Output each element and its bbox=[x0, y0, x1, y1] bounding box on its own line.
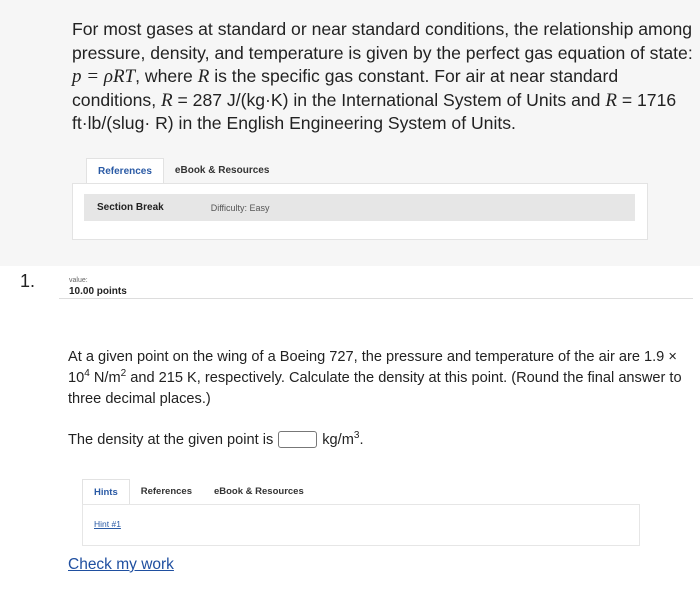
intro-part: is the specific gas constant. For air at near standard conditions, bbox=[72, 66, 619, 110]
tab-ebook-bottom[interactable]: eBook & Resources bbox=[213, 486, 304, 497]
value-points: 10.00 points bbox=[69, 286, 127, 297]
difficulty-label: Difficulty: Easy bbox=[210, 202, 270, 213]
question-part: and 215 K, respectively. Calculate the density at this point. (Round the final answer to three decimal places.) bbox=[68, 370, 682, 407]
gas-equation: p = ρRT bbox=[72, 66, 136, 87]
section-break-bar bbox=[84, 194, 635, 221]
question-part: N/m bbox=[89, 370, 121, 386]
section-title: Section Break bbox=[97, 202, 164, 213]
unit-suffix: . bbox=[359, 431, 364, 448]
unit-exponent: 3 bbox=[353, 429, 360, 441]
intro-text bbox=[72, 18, 696, 136]
tab-references-bottom[interactable]: References bbox=[140, 486, 192, 497]
exponent: 4 bbox=[84, 368, 90, 379]
intro-part: = 287 J/(kg·K) in the International System of Units and bbox=[172, 89, 606, 110]
value-label: value: bbox=[69, 277, 88, 284]
unit-text: kg/m bbox=[322, 431, 354, 448]
intro-part: For most gases at standard or near standard conditions, the relationship among pressure, density, and temperature is given by the perfect gas equation of state: bbox=[72, 19, 693, 63]
check-my-work-link[interactable]: Check my work bbox=[68, 556, 174, 573]
intro-part: , where bbox=[135, 66, 198, 86]
gas-constant-symbol: R bbox=[605, 89, 617, 111]
question-part: At a given point on the wing of a Boeing 727, the pressure and temperature of the air are 1.9 × 10 bbox=[68, 349, 677, 386]
divider bbox=[59, 298, 693, 299]
tab-hints[interactable]: Hints bbox=[82, 479, 130, 505]
question-number: 1. bbox=[20, 271, 36, 291]
tab-references-top[interactable]: References bbox=[86, 158, 164, 184]
answer-unit bbox=[322, 429, 364, 448]
gas-constant-symbol: R bbox=[161, 89, 173, 111]
exponent: 2 bbox=[120, 368, 127, 379]
answer-prefix: The density at the given point is bbox=[68, 431, 274, 448]
bottom-tabbar bbox=[82, 479, 315, 505]
top-tabbar bbox=[86, 158, 280, 184]
hint-1-link[interactable]: Hint #1 bbox=[94, 519, 121, 529]
tab-ebook-top[interactable]: eBook & Resources bbox=[174, 165, 270, 176]
gas-constant-symbol: R bbox=[197, 66, 210, 87]
hints-panel bbox=[82, 504, 640, 546]
question-text bbox=[68, 347, 694, 410]
intro-part: = 1716 ft·lb/(slug· R) in the English Engineering System of Units. bbox=[72, 89, 677, 133]
answer-line bbox=[68, 431, 364, 448]
density-answer-input[interactable] bbox=[278, 431, 317, 448]
